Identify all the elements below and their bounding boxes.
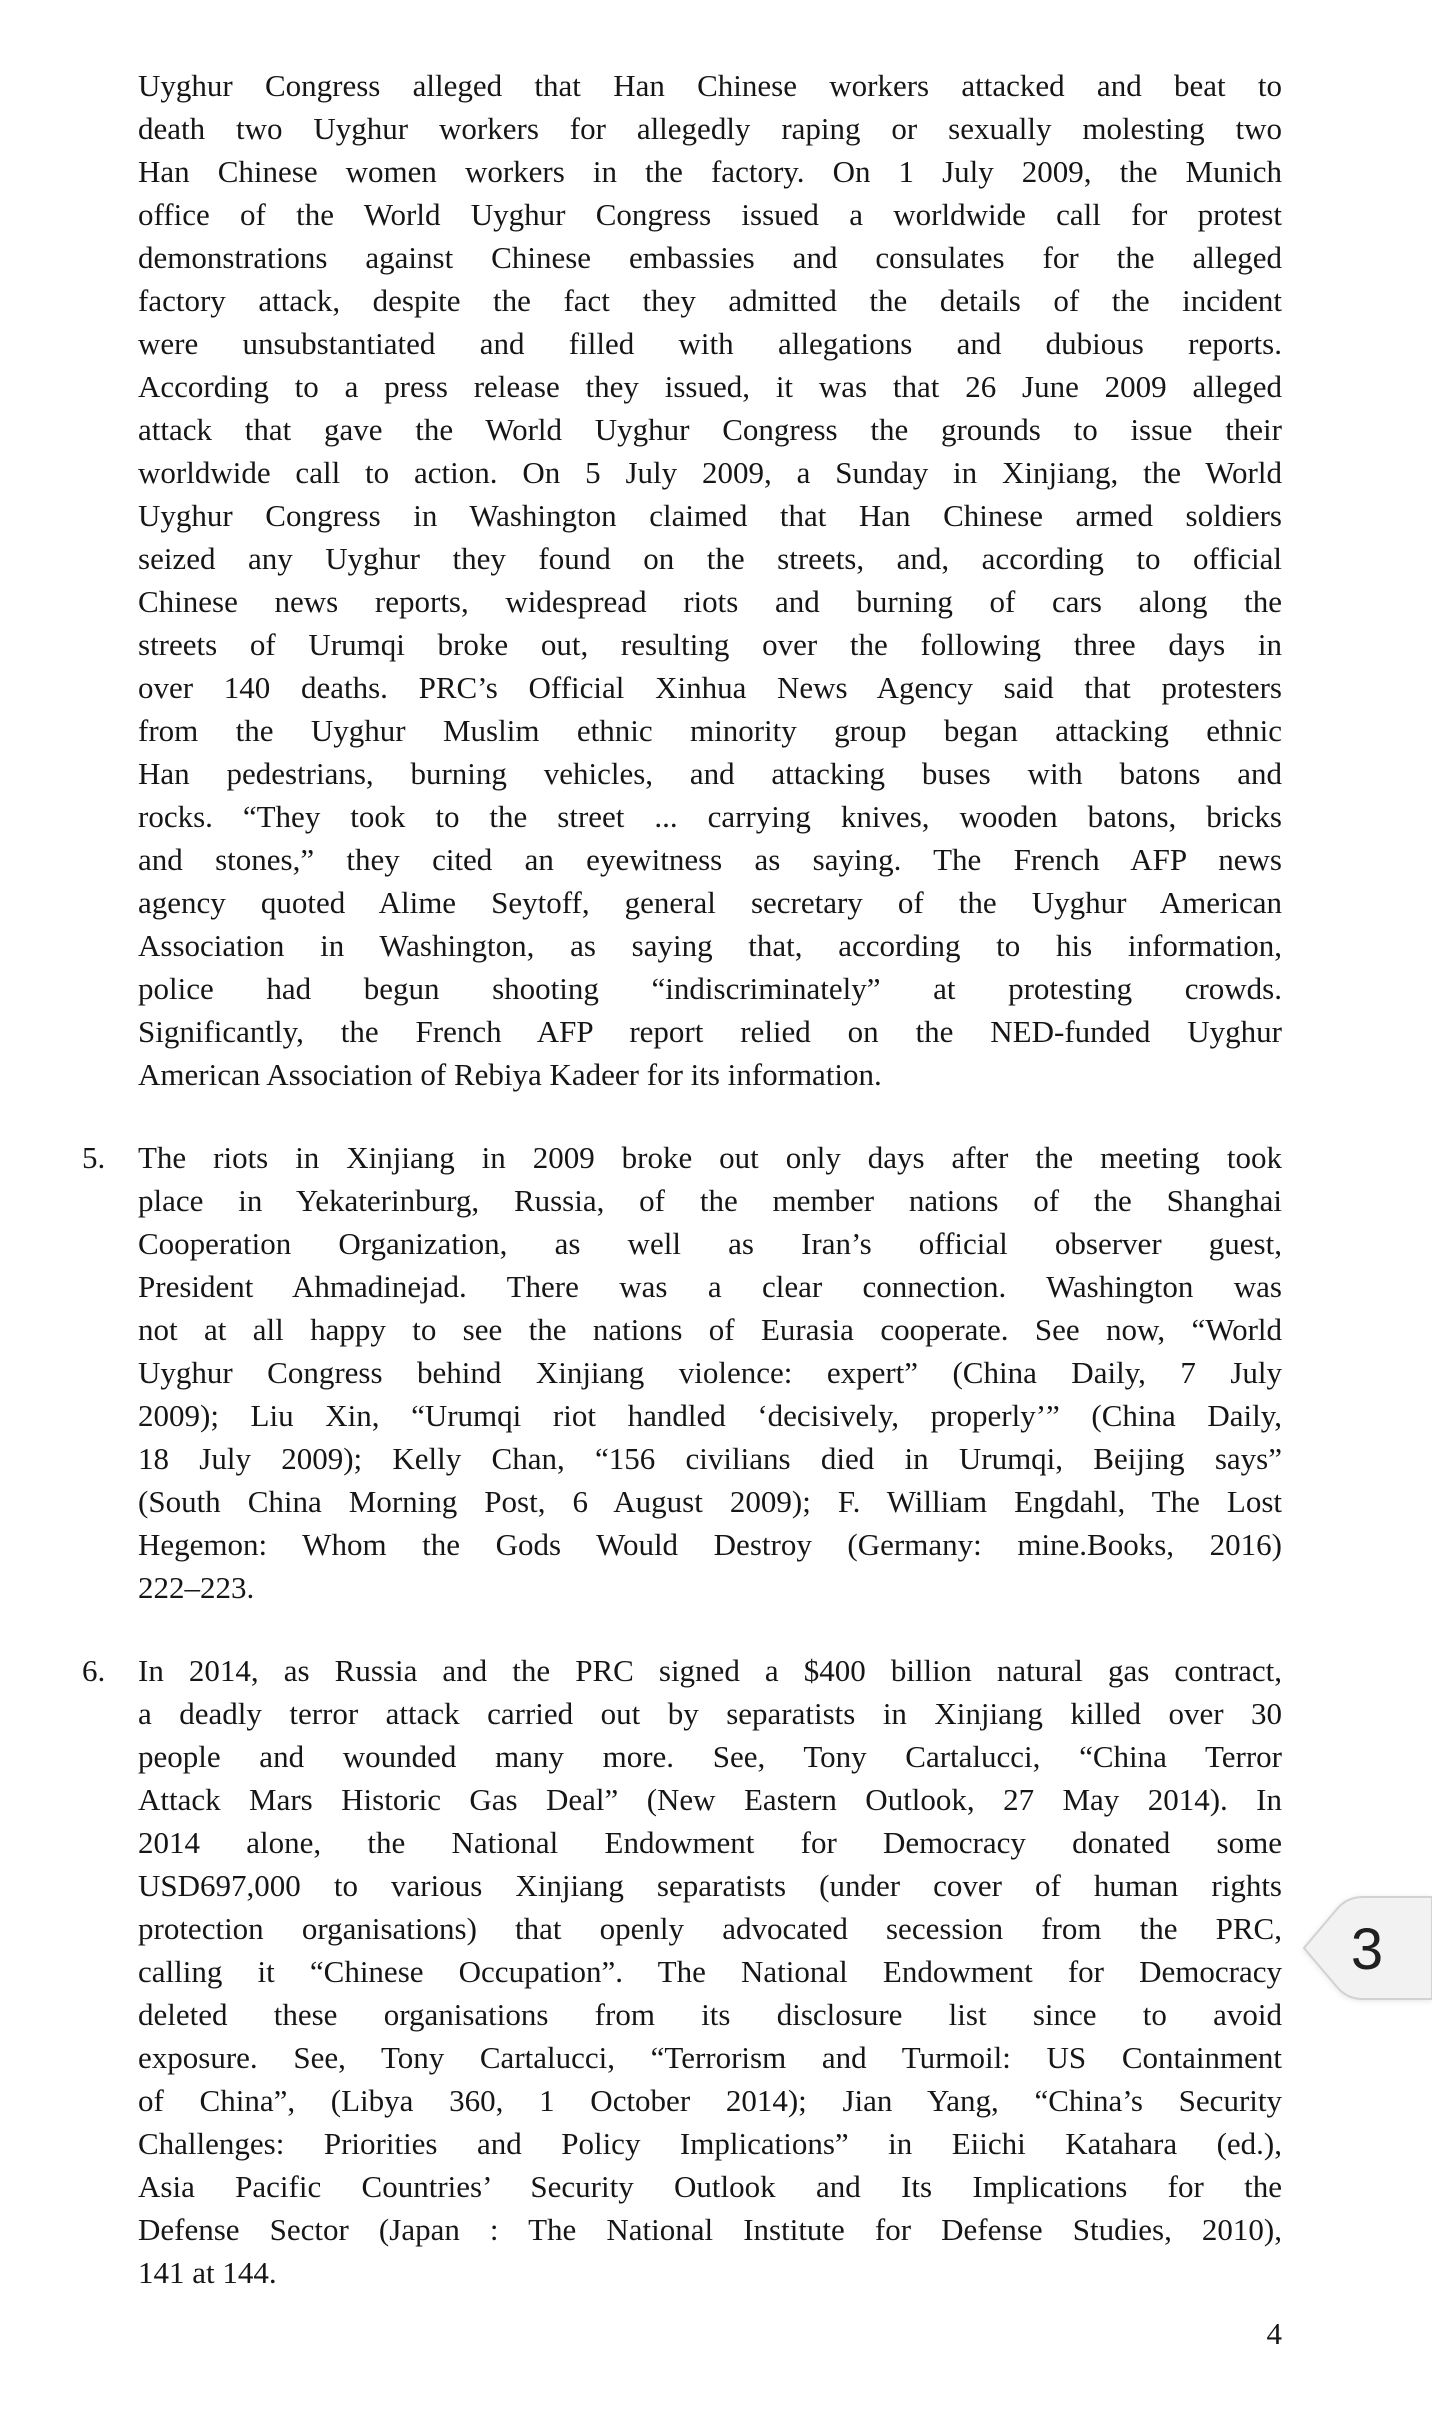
text-line: Cooperation Organization, as well as Iran’s official observer guest, bbox=[138, 1226, 1282, 1261]
text-line: deleted these organisations from its disclosure list since to avoid bbox=[138, 1997, 1282, 2032]
text-line: agency quoted Alime Seytoff, general secretary of the Uyghur American bbox=[138, 885, 1282, 920]
page-number: 4 bbox=[1266, 2316, 1282, 2351]
text-line: people and wounded many more. See, Tony Cartalucci, “China Terror bbox=[138, 1739, 1282, 1774]
text-line: Uyghur Congress in Washington claimed that Han Chinese armed soldiers bbox=[138, 498, 1282, 533]
text-line: Han Chinese women workers in the factory. On 1 July 2009, the Munich bbox=[138, 154, 1282, 189]
text-line: Challenges: Priorities and Policy Implications” in Eiichi Katahara (ed.), bbox=[138, 2126, 1282, 2161]
text-line: police had begun shooting “indiscriminately” at protesting crowds. bbox=[138, 971, 1282, 1006]
text-line: not at all happy to see the nations of Eurasia cooperate. See now, “World bbox=[138, 1312, 1282, 1347]
text-line: 141 at 144. bbox=[138, 2255, 277, 2290]
text-line: 222–223. bbox=[138, 1570, 255, 1605]
text-line: factory attack, despite the fact they admitted the details of the incident bbox=[138, 283, 1282, 318]
text-line: a deadly terror attack carried out by separatists in Xinjiang killed over 30 bbox=[138, 1696, 1282, 1731]
text-line: protection organisations) that openly advocated secession from the PRC, bbox=[138, 1911, 1282, 1946]
text-line: President Ahmadinejad. There was a clear connection. Washington was bbox=[138, 1269, 1282, 1304]
text-line: Uyghur Congress alleged that Han Chinese workers attacked and beat to bbox=[138, 68, 1282, 103]
text-line: and stones,” they cited an eyewitness as saying. The French AFP news bbox=[138, 842, 1282, 877]
text-line: American Association of Rebiya Kadeer for its information. bbox=[138, 1057, 882, 1092]
text-line: (South China Morning Post, 6 August 2009); F. William Engdahl, The Lost bbox=[138, 1484, 1282, 1519]
text-line: Chinese news reports, widespread riots and burning of cars along the bbox=[138, 584, 1282, 619]
text-line: were unsubstantiated and filled with allegations and dubious reports. bbox=[138, 326, 1282, 361]
text-line: The riots in Xinjiang in 2009 broke out only days after the meeting took bbox=[138, 1140, 1282, 1175]
text-line: of China”, (Libya 360, 1 October 2014); Jian Yang, “China’s Security bbox=[138, 2083, 1282, 2118]
text-line: demonstrations against Chinese embassies and consulates for the alleged bbox=[138, 240, 1282, 275]
text-line: Uyghur Congress behind Xinjiang violence: expert” (China Daily, 7 July bbox=[138, 1355, 1282, 1390]
numbered-paragraph bbox=[82, 1649, 1282, 2294]
text-line: In 2014, as Russia and the PRC signed a $400 billion natural gas contract, bbox=[138, 1653, 1282, 1688]
list-number: 6. bbox=[82, 1653, 106, 1688]
text-line: death two Uyghur workers for allegedly raping or sexually molesting two bbox=[138, 111, 1282, 146]
text-line: Association in Washington, as saying that, according to his information, bbox=[138, 928, 1282, 963]
text-line: office of the World Uyghur Congress issued a worldwide call for protest bbox=[138, 197, 1282, 232]
text-line: worldwide call to action. On 5 July 2009, a Sunday in Xinjiang, the World bbox=[138, 455, 1282, 490]
paragraph bbox=[138, 64, 1282, 1096]
text-line: over 140 deaths. PRC’s Official Xinhua News Agency said that protesters bbox=[138, 670, 1282, 705]
text-line: 2014 alone, the National Endowment for Democracy donated some bbox=[138, 1825, 1282, 1860]
text-line: Significantly, the French AFP report relied on the NED-funded Uyghur bbox=[138, 1014, 1282, 1049]
text-line: 2009); Liu Xin, “Urumqi riot handled ‘decisively, properly’” (China Daily, bbox=[138, 1398, 1282, 1433]
text-line: attack that gave the World Uyghur Congress the grounds to issue their bbox=[138, 412, 1282, 447]
text-line: rocks. “They took to the street ... carrying knives, wooden batons, bricks bbox=[138, 799, 1282, 834]
text-line: Defense Sector (Japan : The National Institute for Defense Studies, 2010), bbox=[138, 2212, 1282, 2247]
text-line: 18 July 2009); Kelly Chan, “156 civilians died in Urumqi, Beijing says” bbox=[138, 1441, 1282, 1476]
scroll-indicator-page-label: 3 bbox=[1350, 1916, 1384, 1982]
list-number: 5. bbox=[82, 1140, 106, 1175]
text-line: Attack Mars Historic Gas Deal” (New Eastern Outlook, 27 May 2014). In bbox=[138, 1782, 1282, 1817]
text-line: streets of Urumqi broke out, resulting over the following three days in bbox=[138, 627, 1282, 662]
text-line: According to a press release they issued, it was that 26 June 2009 alleged bbox=[138, 369, 1282, 404]
text-line: Han pedestrians, burning vehicles, and attacking buses with batons and bbox=[138, 756, 1282, 791]
text-line: place in Yekaterinburg, Russia, of the member nations of the Shanghai bbox=[138, 1183, 1282, 1218]
page-scroll-indicator[interactable] bbox=[1302, 1895, 1432, 2001]
text-line: exposure. See, Tony Cartalucci, “Terrorism and Turmoil: US Containment bbox=[138, 2040, 1282, 2075]
text-line: USD697,000 to various Xinjiang separatists (under cover of human rights bbox=[138, 1868, 1282, 1903]
numbered-paragraph bbox=[82, 1136, 1282, 1609]
text-line: from the Uyghur Muslim ethnic minority group began attacking ethnic bbox=[138, 713, 1282, 748]
text-line: seized any Uyghur they found on the streets, and, according to official bbox=[138, 541, 1282, 576]
text-line: Asia Pacific Countries’ Security Outlook and Its Implications for the bbox=[138, 2169, 1282, 2204]
text-line: calling it “Chinese Occupation”. The National Endowment for Democracy bbox=[138, 1954, 1282, 1989]
text-line: Hegemon: Whom the Gods Would Destroy (Germany: mine.Books, 2016) bbox=[138, 1527, 1282, 1562]
